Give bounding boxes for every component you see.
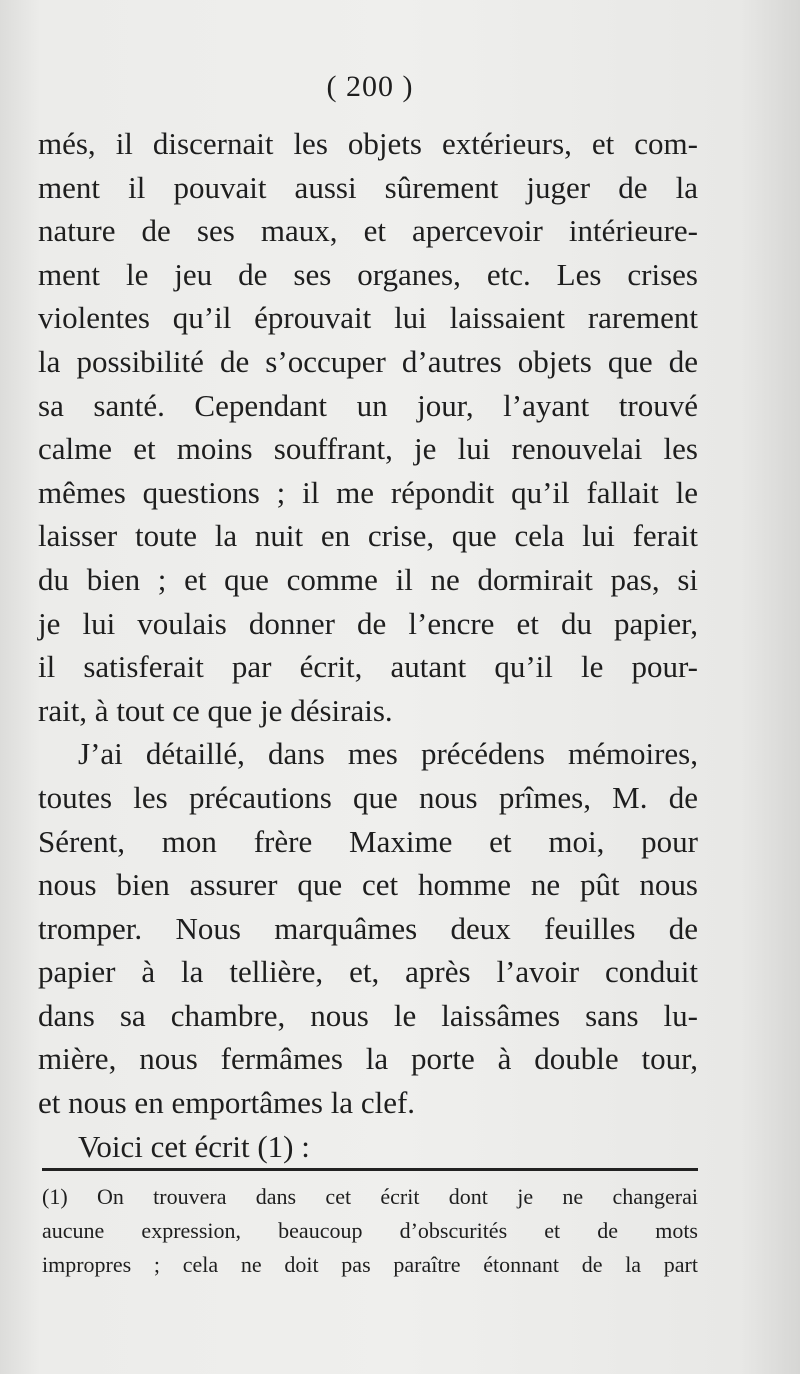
text-line: la possibilité de s’occuper d’autres objets que de (38, 343, 698, 379)
footnote-divider (42, 1168, 698, 1171)
text-line: ment le jeu de ses organes, etc. Les crises (38, 256, 698, 292)
text-line: du bien ; et que comme il ne dormirait pas, si (38, 561, 698, 597)
text-line: J’ai détaillé, dans mes précédens mémoires, (78, 736, 698, 772)
text-line: Voici cet écrit (1) : (78, 1128, 310, 1164)
text-line: violentes qu’il éprouvait lui laissaient rarement (38, 300, 698, 336)
text-line: et nous en emportâmes la clef. (38, 1085, 416, 1121)
text-line: nous bien assurer que cet homme ne pût nous (38, 867, 698, 903)
text-line: je lui voulais donner de l’encre et du papier, (38, 605, 698, 641)
page-number: ( 200 ) (326, 70, 414, 103)
text-line: il satisferait par écrit, autant qu’il le pour- (38, 649, 698, 685)
text-line: papier à la tellière, et, après l’avoir conduit (38, 954, 698, 990)
text-line: mière, nous fermâmes la porte à double tour, (38, 1041, 698, 1077)
text-line: calme et moins souffrant, je lui renouvelai les (38, 431, 698, 467)
footnote-line: (1) On trouvera dans cet écrit dont je ne changerai (42, 1184, 698, 1209)
text-line: toutes les précautions que nous prîmes, M. de (38, 779, 698, 815)
text-line: tromper. Nous marquâmes deux feuilles de (38, 910, 698, 946)
text-line: nature de ses maux, et apercevoir intérieure- (38, 213, 698, 249)
footnote (42, 1180, 698, 1282)
text-line: dans sa chambre, nous le laissâmes sans lu- (38, 997, 698, 1033)
footnote-line: impropres ; cela ne doit pas paraître étonnant de la part (42, 1252, 698, 1277)
body-text (38, 122, 698, 1168)
text-line: mêmes questions ; il me répondit qu’il fallait le (38, 474, 698, 510)
text-line: sa santé. Cependant un jour, l’ayant trouvé (38, 387, 698, 423)
text-line: rait, à tout ce que je désirais. (38, 692, 393, 728)
footnote-line: aucune expression, beaucoup d’obscurités et de mots (42, 1218, 698, 1243)
text-line: més, il discernait les objets extérieurs, et com- (38, 126, 698, 161)
text-line: laisser toute la nuit en crise, que cela lui ferait (38, 518, 698, 554)
text-line: Sérent, mon frère Maxime et moi, pour (38, 823, 698, 859)
text-line: ment il pouvait aussi sûrement juger de la (38, 169, 698, 205)
